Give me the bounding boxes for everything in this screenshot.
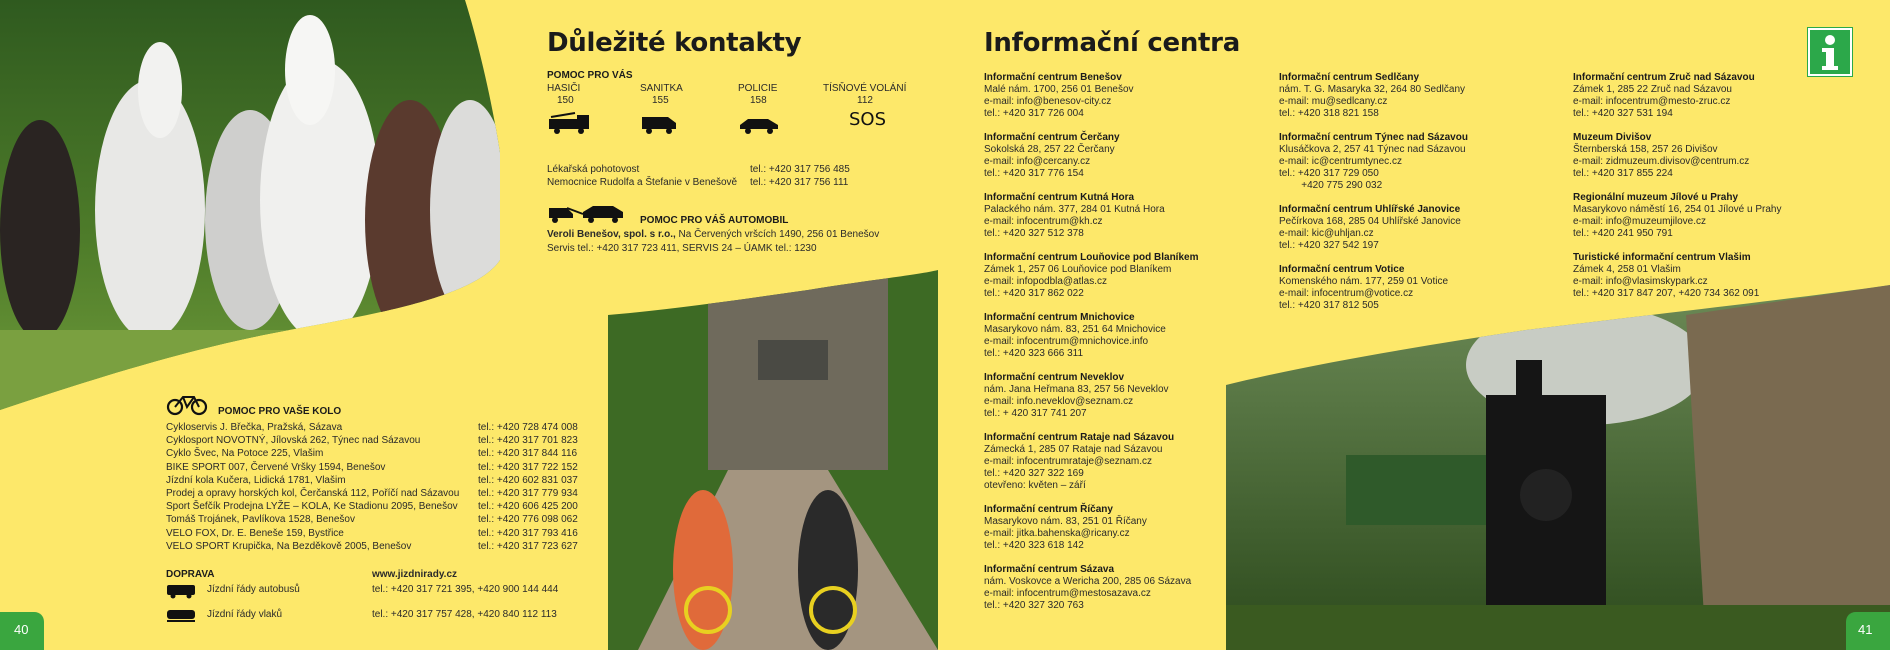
info-centre-line: tel.: +420 317 812 505 <box>1279 300 1379 311</box>
info-centre-line: Zámek 1, 257 06 Louňovice pod Blaníkem <box>984 264 1172 275</box>
tow-truck-icon <box>547 200 627 224</box>
bike-service-name: BIKE SPORT 007, Červené Vršky 1594, Benešov <box>166 461 386 473</box>
info-centre-entry <box>1573 72 1873 120</box>
bike-service-row <box>166 540 596 553</box>
bike-service-row <box>166 527 596 540</box>
service-tisnove <box>823 83 933 130</box>
bicycle-icon <box>166 392 208 416</box>
bus-tel: tel.: +420 317 721 395, +420 900 144 444 <box>372 584 559 595</box>
bike-service-name: VELO SPORT Krupička, Na Bezděkově 2005, Benešov <box>166 540 412 552</box>
info-centre-line[interactable]: e-mail: ic@centrumtynec.cz <box>1279 156 1402 167</box>
info-centre-entry <box>984 564 1274 612</box>
info-centre-line[interactable]: e-mail: infocentrum@mnichovice.info <box>984 336 1149 347</box>
info-centre-name: Informační centrum Čerčany <box>984 132 1120 143</box>
info-centre-line: tel.: +420 327 320 763 <box>984 600 1084 611</box>
bike-service-tel: tel.: +420 317 844 116 <box>478 448 578 460</box>
info-centre-entry <box>1573 132 1873 180</box>
info-centre-entry <box>984 192 1274 240</box>
bike-service-row <box>166 487 596 500</box>
info-centre-name: Informační centrum Zruč nad Sázavou <box>1573 72 1755 83</box>
sos-icon: SOS <box>849 109 887 130</box>
service-label: HASIČI <box>547 83 581 94</box>
info-centre-entry <box>984 252 1274 300</box>
info-centre-line: Šternberská 158, 257 26 Divišov <box>1573 144 1718 155</box>
transport-heading: DOPRAVA <box>166 569 215 580</box>
info-centre-name: Informační centrum Mnichovice <box>984 312 1135 323</box>
info-centre-entry <box>1279 264 1569 312</box>
service-label: SANITKA <box>640 83 683 94</box>
info-centre-line: Sokolská 28, 257 22 Čerčany <box>984 144 1115 155</box>
bus-label: Jízdní řády autobusů <box>207 584 300 595</box>
info-centre-entry <box>984 432 1274 492</box>
info-centre-entry <box>984 372 1274 420</box>
bike-service-row <box>166 500 596 513</box>
steam-train-photo <box>1226 285 1890 650</box>
info-centre-entry <box>984 504 1274 552</box>
info-column-3 <box>1573 72 1873 312</box>
info-centre-line[interactable]: e-mail: infocentrum@mesto-zruc.cz <box>1573 96 1731 107</box>
info-centre-line: Masarykovo náměstí 16, 254 01 Jílové u Prahy <box>1573 204 1782 215</box>
bike-service-row <box>166 513 596 526</box>
bike-service-row <box>166 421 596 434</box>
info-centre-name: Muzeum Divišov <box>1573 132 1652 143</box>
bike-service-name: Cyklosport NOVOTNÝ, Jílovská 262, Týnec nad Sázavou <box>166 435 421 447</box>
fire-truck-icon <box>547 111 593 135</box>
info-centre-line: Pečírkova 168, 285 04 Uhlířské Janovice <box>1279 216 1461 227</box>
auto-heading: POMOC PRO VÁŠ AUTOMOBIL <box>640 215 789 226</box>
info-title: Informační centra <box>984 28 1240 58</box>
info-centre-line: nám. Voskovce a Wericha 200, 285 06 Sázava <box>984 576 1192 587</box>
info-centre-line: tel.: +420 318 821 158 <box>1279 108 1379 119</box>
info-centre-name: Informační centrum Louňovice pod Blaníkem <box>984 252 1199 263</box>
bike-list <box>166 421 596 553</box>
info-centre-line: tel.: +420 241 950 791 <box>1573 228 1673 239</box>
info-centre-line: Palackého nám. 377, 284 01 Kutná Hora <box>984 204 1165 215</box>
info-centre-line: +420 775 290 032 <box>1279 180 1383 191</box>
bike-service-row <box>166 447 596 460</box>
info-centre-entry <box>1279 132 1569 192</box>
horses-photo <box>0 0 500 410</box>
bike-service-name: Tomáš Trojánek, Pavlíkova 1528, Benešov <box>166 514 355 526</box>
info-centre-name: Informační centrum Benešov <box>984 72 1122 83</box>
info-centre-line: Zámek 4, 258 01 Vlašim <box>1573 264 1681 275</box>
medical-tel-2: tel.: +420 317 756 111 <box>750 177 849 188</box>
info-centre-line: otevřeno: květen – září <box>984 480 1086 491</box>
info-column-2 <box>1279 72 1569 324</box>
info-centre-line: tel.: +420 317 776 154 <box>984 168 1084 179</box>
info-centre-line[interactable]: e-mail: kic@uhljan.cz <box>1279 228 1374 239</box>
bike-service-tel: tel.: +420 317 723 627 <box>478 540 578 552</box>
info-centre-line[interactable]: e-mail: infocentrum@mestosazava.cz <box>984 588 1151 599</box>
bike-service-tel: tel.: +420 602 831 037 <box>478 474 578 486</box>
contacts-title: Důležité kontakty <box>547 28 802 58</box>
info-centre-entry <box>984 312 1274 360</box>
bike-heading: POMOC PRO VAŠE KOLO <box>218 406 342 417</box>
info-centre-entry <box>1279 72 1569 120</box>
info-centre-line[interactable]: e-mail: info@muzeumjilove.cz <box>1573 216 1706 227</box>
auto-company: Veroli Benešov, spol. s r.o., <box>547 229 676 240</box>
transport-web[interactable]: www.jizdnirady.cz <box>372 569 458 580</box>
info-centre-line: tel.: +420 317 726 004 <box>984 108 1084 119</box>
info-centre-line: Masarykovo nám. 83, 251 64 Mnichovice <box>984 324 1166 335</box>
info-centre-entry <box>1573 192 1873 240</box>
info-centre-line: tel.: +420 327 512 378 <box>984 228 1084 239</box>
info-centre-line: Komenského nám. 177, 259 01 Votice <box>1279 276 1449 287</box>
info-centre-name: Informační centrum Říčany <box>984 504 1113 515</box>
train-icon <box>166 607 196 623</box>
medical-name-1: Lékařská pohotovost <box>547 164 640 175</box>
ambulance-icon <box>640 111 680 135</box>
info-centre-line: tel.: +420 317 729 050 <box>1279 168 1379 179</box>
bike-service-name: Prodej a opravy horských kol, Čerčanská 112, Poříčí nad Sázavou <box>166 487 460 499</box>
bike-service-tel: tel.: +420 317 722 152 <box>478 461 578 473</box>
service-number: 150 <box>557 95 574 106</box>
train-tel: tel.: +420 317 757 428, +420 840 112 113 <box>372 609 557 620</box>
bike-service-tel: tel.: +420 728 474 008 <box>478 422 578 433</box>
service-policie <box>738 83 818 140</box>
service-number: 112 <box>857 95 873 106</box>
info-centre-entry <box>984 132 1274 180</box>
medical-name-2: Nemocnice Rudolfa a Štefanie v Benešově <box>547 177 738 188</box>
bike-service-name: Jízdní kola Kučera, Lidická 1781, Vlašim <box>166 474 346 486</box>
service-sanitka <box>640 83 720 140</box>
info-centre-name: Informační centrum Sedlčany <box>1279 72 1420 83</box>
info-centre-entry <box>1573 252 1873 300</box>
info-centre-name: Informační centrum Sázava <box>984 564 1115 575</box>
auto-address: Na Červených vršcích 1490, 256 01 Benešov <box>675 229 880 240</box>
page-number-left: 40 <box>14 622 29 637</box>
info-centre-line: tel.: +420 327 542 197 <box>1279 240 1379 251</box>
service-label: POLICIE <box>738 83 778 94</box>
info-centre-line: Zámecká 1, 285 07 Rataje nad Sázavou <box>984 444 1163 455</box>
info-centre-line[interactable]: e-mail: mu@sedlcany.cz <box>1279 96 1388 107</box>
info-centre-line[interactable]: e-mail: info@cercany.cz <box>984 156 1091 167</box>
info-centre-line: tel.: +420 323 618 142 <box>984 540 1084 551</box>
bike-service-name: VELO FOX, Dr. E. Beneše 159, Bystřice <box>166 527 344 539</box>
auto-line-1 <box>547 229 879 241</box>
info-centre-line: Malé nám. 1700, 256 01 Benešov <box>984 84 1134 95</box>
info-centre-line[interactable]: e-mail: info.neveklov@seznam.cz <box>984 396 1134 407</box>
info-centre-name: Informační centrum Votice <box>1279 264 1405 275</box>
bus-icon <box>166 583 196 599</box>
info-centre-name: Informační centrum Kutná Hora <box>984 192 1135 203</box>
bike-service-name: Cykloservis J. Břečka, Pražská, Sázava <box>166 422 343 433</box>
police-car-icon <box>738 111 782 135</box>
info-centre-line: tel.: + 420 317 741 207 <box>984 408 1087 419</box>
info-centre-name: Informační centrum Rataje nad Sázavou <box>984 432 1175 443</box>
info-centre-entry <box>1279 204 1569 252</box>
bike-service-row <box>166 461 596 474</box>
info-centre-line[interactable]: e-mail: info@benesov-city.cz <box>984 96 1112 107</box>
bike-service-tel: tel.: +420 606 425 200 <box>478 501 578 513</box>
service-hasici <box>547 83 627 140</box>
info-centre-line[interactable]: e-mail: infocentrum@kh.cz <box>984 216 1103 227</box>
info-centre-line[interactable]: e-mail: zidmuzeum.divisov@centrum.cz <box>1573 156 1750 167</box>
page-number-right: 41 <box>1858 622 1873 637</box>
info-centre-line: tel.: +420 327 531 194 <box>1573 108 1673 119</box>
info-centre-name: Informační centrum Týnec nad Sázavou <box>1279 132 1468 143</box>
info-centre-line[interactable]: e-mail: infocentrum@votice.cz <box>1279 288 1414 299</box>
info-centre-line: tel.: +420 317 862 022 <box>984 288 1084 299</box>
info-centre-line[interactable]: e-mail: infocentrumrataje@seznam.cz <box>984 456 1152 467</box>
help-heading: POMOC PRO VÁS <box>547 70 633 81</box>
info-centre-line[interactable]: e-mail: info@vlasimskypark.cz <box>1573 276 1708 287</box>
info-centre-line: nám. T. G. Masaryka 32, 264 80 Sedlčany <box>1279 84 1466 95</box>
info-column-1 <box>984 72 1274 624</box>
auto-line-2: Servis tel.: +420 317 723 411, SERVIS 24 – ÚAMK tel.: 1230 <box>547 243 817 254</box>
info-centre-name: Informační centrum Neveklov <box>984 372 1125 383</box>
info-centre-line: tel.: +420 317 847 207, +420 734 362 091 <box>1573 288 1760 299</box>
bike-service-row <box>166 474 596 487</box>
info-centre-name: Turistické informační centrum Vlašim <box>1573 252 1751 263</box>
info-centre-name: Informační centrum Uhlířské Janovice <box>1279 204 1461 215</box>
info-centre-line[interactable]: e-mail: jitka.bahenska@ricany.cz <box>984 528 1130 539</box>
info-centre-name: Regionální muzeum Jílové u Prahy <box>1573 192 1739 203</box>
info-centre-line: Zámek 1, 285 22 Zruč nad Sázavou <box>1573 84 1732 95</box>
bike-service-name: Sport Šefčík Prodejna LYŽE – KOLA, Ke Stadionu 2095, Benešov <box>166 501 458 513</box>
bike-service-name: Cyklo Švec, Na Potoce 225, Vlašim <box>166 448 324 460</box>
info-centre-line: tel.: +420 323 666 311 <box>984 348 1084 359</box>
bike-service-tel: tel.: +420 776 098 062 <box>478 514 578 526</box>
service-number: 155 <box>652 95 669 106</box>
information-icon <box>1808 28 1852 76</box>
medical-tel-1: tel.: +420 317 756 485 <box>750 164 850 175</box>
info-centre-line: tel.: +420 317 855 224 <box>1573 168 1673 179</box>
service-label: TÍSŇOVÉ VOLÁNÍ <box>823 83 907 94</box>
bike-service-tel: tel.: +420 317 793 416 <box>478 527 578 539</box>
cyclists-photo <box>608 270 938 650</box>
info-centre-line: tel.: +420 327 322 169 <box>984 468 1084 479</box>
train-label: Jízdní řády vlaků <box>207 609 283 620</box>
bike-service-tel: tel.: +420 317 701 823 <box>478 435 578 447</box>
info-centre-line: Masarykovo nám. 83, 251 01 Říčany <box>984 516 1147 527</box>
service-number: 158 <box>750 95 767 106</box>
info-centre-entry <box>984 72 1274 120</box>
info-centre-line: nám. Jana Heřmana 83, 257 56 Neveklov <box>984 384 1169 395</box>
info-centre-line: Klusáčkova 2, 257 41 Týnec nad Sázavou <box>1279 144 1466 155</box>
info-centre-line[interactable]: e-mail: infopodbla@atlas.cz <box>984 276 1107 287</box>
bike-service-row <box>166 434 596 447</box>
bike-service-tel: tel.: +420 317 779 934 <box>478 487 578 499</box>
